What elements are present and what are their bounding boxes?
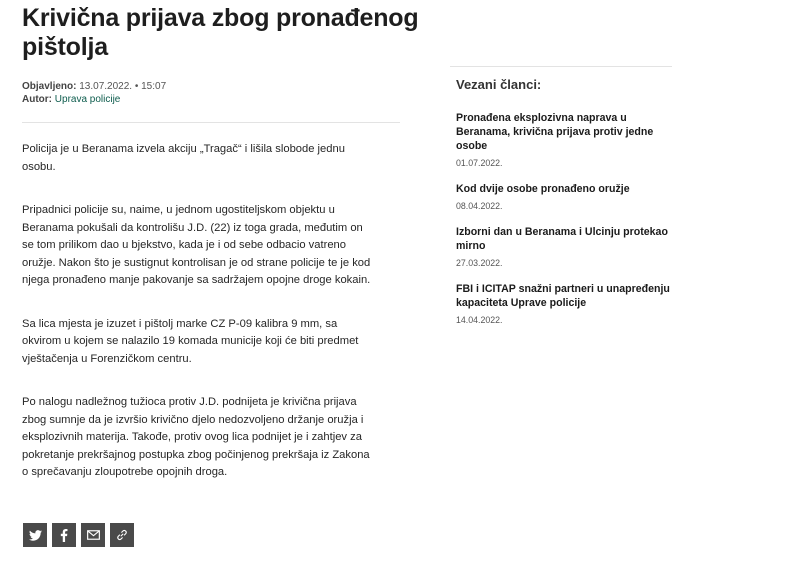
article-paragraph: Policija je u Beranama izvela akciju „Tragač“ i lišila slobode jednu osobu. (22, 143, 345, 173)
author-line (22, 93, 166, 106)
twitter-icon (29, 530, 42, 541)
author-label: Autor: (22, 94, 52, 105)
facebook-icon (60, 529, 68, 542)
related-article-date: 14.04.2022. (456, 315, 503, 325)
related-articles-title: Vezani članci: (456, 77, 542, 92)
related-article-item (456, 225, 678, 269)
related-article-date: 27.03.2022. (456, 258, 503, 268)
related-article-item (456, 282, 678, 326)
article-meta (22, 80, 166, 106)
related-article-item (456, 111, 678, 169)
email-icon (87, 530, 100, 540)
related-article-link[interactable]: FBI i ICITAP snažni partneri u unapređenju kapaciteta Uprave policije (456, 283, 670, 309)
related-articles-list (456, 111, 678, 339)
share-facebook-button[interactable] (52, 523, 76, 547)
related-article-link[interactable]: Izborni dan u Beranama i Ulcinju protekao mirno (456, 226, 668, 252)
share-twitter-button[interactable] (23, 523, 47, 547)
related-article-link[interactable]: Kod dvije osobe pronađeno oružje (456, 183, 630, 195)
author-link[interactable]: Uprava policije (54, 94, 121, 105)
article-title: Krivična prijava zbog pronađenog pištolja (22, 4, 419, 61)
share-link-button[interactable] (110, 523, 134, 547)
article-body (22, 141, 374, 508)
related-article-link[interactable]: Pronađena eksplozivna naprava u Beranama, krivična prijava protiv jedne osobe (456, 112, 654, 152)
article-paragraph: Pripadnici policije su, naime, u jednom ugostiteljskom objektu u Beranama pokušali da kontrolišu J.D. (22) iz toga grada, međutim on se tom prilikom dao u bjekstvo, kada je i od sebe odbacio vatreno oružje. Nakon što je sustignut kontrolisan je od strane policije te je kod njega pronađeno manje pakovanje sa sadržajem opojne droge kokain. (22, 204, 371, 286)
share-email-button[interactable] (81, 523, 105, 547)
sidebar-divider (450, 66, 672, 67)
share-buttons (23, 523, 134, 547)
related-article-date: 01.07.2022. (456, 158, 503, 168)
article-paragraph: Sa lica mjesta je izuzet i pištolj marke CZ P-09 kalibra 9 mm, sa okvirom u kojem se nalazilo 19 komada municije koji će biti predmet vještačenja u Forenzičkom centru. (22, 317, 359, 365)
published-line (22, 80, 166, 93)
published-value: 13.07.2022. • 15:07 (76, 81, 167, 92)
article-divider (22, 122, 400, 123)
published-label: Objavljeno: (22, 81, 77, 92)
link-icon (116, 529, 128, 541)
related-article-item (456, 182, 678, 212)
article-paragraph: Po nalogu nadležnog tužioca protiv J.D. podnijeta je krivična prijava zbog sumnje da je izvršio krivično djelo nedozvoljeno držanje oružja i eksplozivnih materija. Takođe, protiv ovog lica podnijet je i zahtjev za pokretanje prekršajnog postupka zbog počinjenog prekršaja iz Zakona o sprečavanju zloupotrebe opojnih droga. (22, 396, 370, 478)
related-article-date: 08.04.2022. (456, 201, 503, 211)
